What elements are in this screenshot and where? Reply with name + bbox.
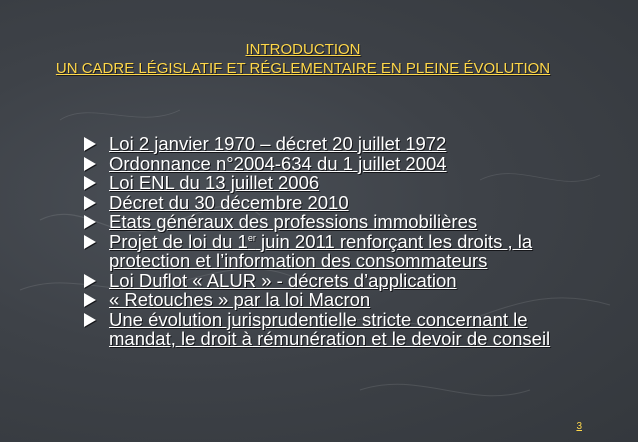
bullet-item (84, 290, 554, 310)
slide-title (0, 40, 606, 78)
bullet-item (84, 271, 554, 291)
triangle-right-icon (84, 293, 96, 307)
triangle-right-icon (84, 157, 96, 171)
triangle-right-icon (84, 313, 96, 327)
triangle-right-icon (84, 196, 96, 210)
bullet-item (84, 154, 554, 174)
title-introduction: INTRODUCTION (245, 41, 361, 58)
bullet-item (84, 310, 554, 349)
bullet-text: Une évolution jurisprudentielle stricte concernant le mandat, le droit à rémunération et le devoir de conseil (109, 308, 551, 349)
bullet-text-after: juin 2011 renforçant les droits , la protection et l’information des consommateurs (109, 230, 533, 271)
page-number: 3 (576, 421, 582, 432)
bullet-superscript: er (247, 232, 256, 243)
bullet-item (84, 212, 554, 232)
bullet-item (84, 193, 554, 213)
bullet-text: Loi Duflot « ALUR » - décrets d’application (109, 269, 457, 291)
bullet-text: Loi ENL du 13 juillet 2006 (109, 172, 320, 193)
triangle-right-icon (84, 215, 96, 229)
bullet-text-before: Projet de loi du 1 (109, 230, 248, 252)
bullet-text: Décret du 30 décembre 2010 (109, 191, 349, 213)
triangle-right-icon (84, 137, 96, 151)
triangle-right-icon (84, 176, 96, 190)
bullet-text: Ordonnance n°2004-634 du 1 juillet 2004 (109, 152, 447, 174)
bullet-list (84, 134, 554, 349)
bullet-item (84, 134, 554, 154)
triangle-right-icon (84, 274, 96, 288)
bullet-text: « Retouches » par la loi Macron (109, 289, 371, 310)
bullet-item (84, 232, 554, 271)
triangle-right-icon (84, 235, 96, 249)
bullet-text: Loi 2 janvier 1970 – décret 20 juillet 1972 (109, 133, 447, 154)
bullet-item (84, 173, 554, 193)
title-subtitle: UN CADRE LÉGISLATIF ET RÉGLEMENTAIRE EN PLEINE ÉVOLUTION (55, 60, 551, 77)
bullet-text: Etats généraux des professions immobilières (109, 211, 478, 232)
